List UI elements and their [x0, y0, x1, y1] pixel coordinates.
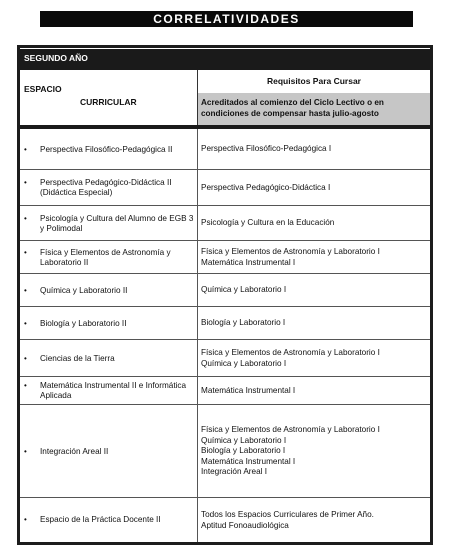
subject-cell	[20, 340, 198, 376]
requirement-item: Física y Elementos de Astronomía y Laboratorio I	[201, 348, 380, 357]
requirement-item: Aptitud Fonoaudiológica	[201, 520, 289, 530]
table-row	[20, 340, 430, 377]
header-espacio: ESPACIO	[24, 84, 62, 94]
requirement-item: Matemática Instrumental I	[201, 386, 296, 395]
subject-name: Biología y Laboratorio II	[40, 319, 127, 328]
requirement-item: Matemática Instrumental I	[201, 456, 296, 466]
subject-cell	[20, 498, 198, 542]
header-acreditados: Acreditados al comienzo del Ciclo Lectivo o en condiciones de compensar hasta julio-agosto	[198, 93, 430, 125]
requirements-cell	[201, 318, 426, 329]
subject-name: Integración Areal II	[40, 447, 109, 456]
requirements-cell	[201, 425, 426, 478]
requirements-cell	[201, 183, 426, 194]
subject-cell	[20, 405, 198, 497]
bullet-icon: •	[24, 145, 27, 154]
subject-cell	[20, 129, 198, 169]
subject-name: Psicología y Cultura del Alumno de EGB 3 y Polimodal	[40, 214, 194, 233]
requirements-cell	[201, 285, 426, 296]
table-row	[20, 274, 430, 307]
requirement-item: Integración Areal I	[201, 467, 267, 476]
header-requisitos: Requisitos Para Cursar	[266, 76, 361, 86]
requirement-item: Todos los Espacios Curriculares de Primer Año.	[201, 510, 374, 519]
requirement-item: Biología y Laboratorio I	[201, 318, 286, 327]
requirement-item: Matemática Instrumental I	[201, 257, 296, 267]
subject-cell	[20, 307, 198, 339]
requirements-cell	[201, 386, 426, 397]
bullet-icon: •	[24, 286, 27, 295]
bullet-icon: •	[24, 319, 27, 328]
requirement-item: Química y Laboratorio I	[201, 435, 287, 445]
subject-name: Matemática Instrumental II e Informática Aplicada	[40, 381, 187, 400]
subject-name: Espacio de la Práctica Docente II	[40, 515, 161, 524]
table-row	[20, 170, 430, 206]
subject-name: Física y Elementos de Astronomía y Laboratorio II	[40, 248, 171, 267]
requirement-item: Física y Elementos de Astronomía y Laboratorio I	[201, 247, 380, 256]
bullet-icon: •	[24, 447, 27, 456]
requirements-cell	[201, 218, 426, 229]
bullet-icon: •	[24, 381, 27, 390]
divider-top	[20, 67, 430, 70]
requirement-item: Biología y Laboratorio I	[201, 446, 286, 455]
bullet-icon: •	[24, 248, 27, 257]
section-header: SEGUNDO AÑO	[20, 49, 430, 67]
table-row	[20, 129, 430, 170]
subject-name: Perspectiva Filosófico-Pedagógica II	[40, 145, 173, 154]
requirements-cell	[201, 348, 426, 369]
subject-cell	[20, 241, 198, 273]
requirement-item: Perspectiva Pedagógico-Didáctica I	[201, 183, 331, 192]
header-espacio-curricular	[20, 70, 198, 125]
table-row	[20, 377, 430, 405]
requirement-item: Perspectiva Filosófico-Pedagógica I	[201, 144, 332, 153]
subject-name: Química y Laboratorio II	[40, 286, 128, 295]
subject-cell	[20, 377, 198, 404]
table-row	[20, 307, 430, 340]
bullet-icon: •	[24, 354, 27, 363]
requirements-cell	[201, 510, 426, 531]
header-curricular: CURRICULAR	[80, 97, 137, 107]
requirements-cell	[201, 247, 426, 268]
subject-name: Perspectiva Pedagógico-Didáctica II (Didáctica Especial)	[40, 178, 172, 197]
table-row	[20, 405, 430, 498]
table-row	[20, 498, 430, 542]
table-row	[20, 241, 430, 274]
subject-cell	[20, 274, 198, 306]
subject-cell	[20, 170, 198, 205]
bullet-icon: •	[24, 214, 27, 223]
requirement-item: Física y Elementos de Astronomía y Laboratorio I	[201, 425, 380, 434]
requirement-item: Psicología y Cultura en la Educación	[201, 218, 335, 227]
subject-name: Ciencias de la Tierra	[40, 354, 115, 363]
requirements-cell	[201, 144, 426, 155]
requirement-item: Química y Laboratorio I	[201, 285, 287, 294]
requirement-item: Química y Laboratorio I	[201, 358, 287, 368]
subject-cell	[20, 206, 198, 240]
page-title: CORRELATIVIDADES	[40, 11, 413, 27]
bullet-icon: •	[24, 178, 27, 187]
bullet-icon: •	[24, 515, 27, 524]
table-row	[20, 206, 430, 241]
